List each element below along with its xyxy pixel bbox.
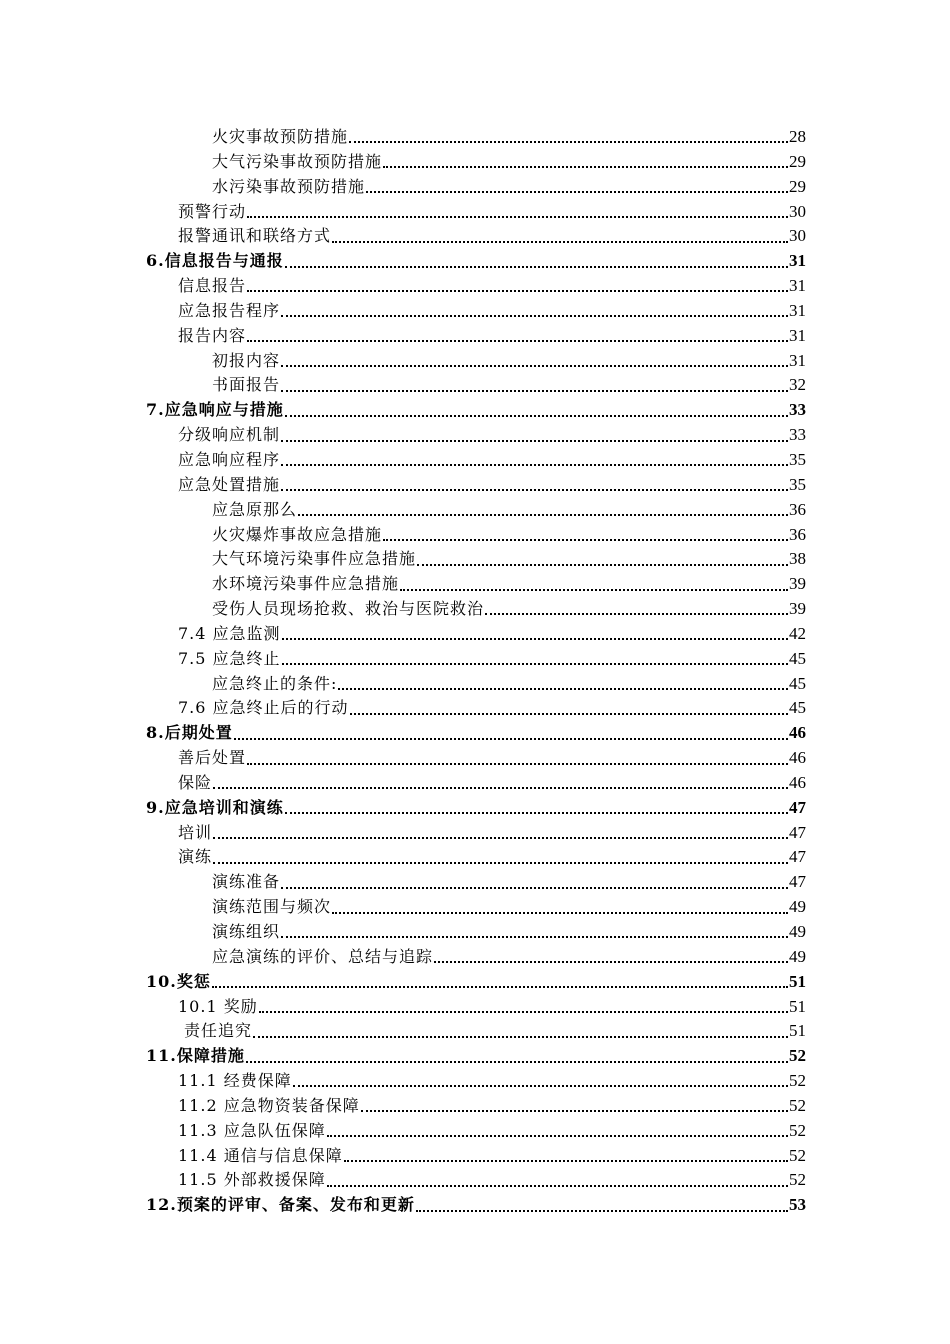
toc-entry[interactable] [146,125,806,150]
dot-leader [247,216,788,218]
toc-entry[interactable] [146,1168,806,1193]
toc-entry-page-number: 33 [789,425,806,445]
toc-entry-title: 善后处置 [178,748,247,768]
toc-entry[interactable] [146,970,806,995]
toc-entry-page-number: 28 [789,127,806,146]
dot-leader [281,365,788,367]
toc-entry-title: 信息报告 [178,276,247,296]
toc-entry-page-number: 36 [789,524,806,544]
toc-entry-title: 12.预案的评审、备案、发布和更新 [146,1195,415,1215]
toc-entry[interactable] [146,597,806,622]
toc-entry-page-number: 39 [789,574,806,594]
dot-leader [400,589,788,591]
toc-entry[interactable] [146,150,806,175]
toc-entry-page-number: 46 [789,748,806,768]
toc-entry-title: 应急演练的评价、总结与追踪 [212,946,434,966]
toc-entry-page-number: 30 [789,201,806,221]
toc-entry-page-number: 39 [789,599,806,619]
toc-entry-title: 9.应急培训和演练 [146,797,284,817]
toc-entry[interactable] [146,572,806,597]
toc-entry-page-number: 31 [789,325,806,345]
toc-entry[interactable] [146,1044,806,1069]
dot-leader [298,514,788,516]
toc-entry-title: 10.1 奖励 [178,996,258,1016]
dot-leader [281,315,788,317]
toc-entry-page-number: 49 [789,922,806,941]
dot-leader [417,564,788,566]
toc-entry[interactable] [146,845,806,870]
toc-entry-title: 责任追究 [184,1021,253,1041]
toc-entry-page-number: 45 [789,673,806,693]
dot-leader [285,812,788,814]
dot-leader [285,415,788,417]
toc-entry-page-number: 30 [789,226,806,246]
toc-entry-title: 火灾事故预防措施 [212,127,349,146]
toc-entry[interactable] [146,175,806,200]
toc-entry-page-number: 53 [789,1195,806,1215]
toc-entry-title: 报告内容 [178,325,247,345]
toc-entry-title: 11.保障措施 [146,1046,245,1066]
toc-entry[interactable] [146,1119,806,1144]
dot-leader [434,961,788,963]
toc-entry-page-number: 31 [789,300,806,320]
dot-leader [349,141,788,143]
toc-entry[interactable] [146,672,806,697]
toc-entry-title: 10.奖惩 [146,971,211,991]
toc-entry[interactable] [146,200,806,225]
toc-entry-page-number: 47 [789,797,806,817]
toc-entry[interactable] [146,1019,806,1044]
toc-entry[interactable] [146,622,806,647]
toc-entry-page-number: 38 [789,549,806,569]
toc-entry[interactable] [146,1193,806,1218]
toc-entry-title: 大气污染事故预防措施 [212,151,383,171]
dot-leader [259,1011,788,1013]
toc-entry-title: 11.5 外部救援保障 [178,1170,326,1190]
toc-entry-title: 11.4 通信与信息保障 [178,1145,343,1165]
toc-entry[interactable] [146,870,806,895]
toc-entry[interactable] [146,647,806,672]
toc-entry-title: 预警行动 [178,201,247,221]
toc-entry-page-number: 49 [789,946,806,966]
toc-entry-page-number: 42 [789,623,806,643]
dot-leader [332,241,788,243]
toc-entry[interactable] [146,696,806,721]
dot-leader [281,887,788,889]
toc-entry-page-number: 45 [789,698,806,718]
toc-entry[interactable] [146,821,806,846]
toc-entry-page-number: 45 [789,648,806,668]
toc-entry[interactable] [146,721,806,746]
toc-entry-title: 大气环境污染事件应急措施 [212,549,417,569]
toc-entry-title: 7.6 应急终止后的行动 [178,698,349,718]
toc-entry-page-number: 32 [789,375,806,395]
dot-leader [366,191,788,193]
toc-entry[interactable] [146,1069,806,1094]
toc-entry-title: 应急终止的条件: [212,673,338,693]
toc-entry-page-number: 29 [789,151,806,171]
dot-leader [281,464,788,466]
toc-entry-title: 7.应急响应与措施 [146,400,284,420]
dot-leader [281,390,788,392]
toc-entry-title: 11.1 经费保障 [178,1071,292,1091]
toc-entry[interactable] [146,349,806,374]
toc-entry-page-number: 29 [789,176,806,196]
toc-entry-title: 应急处置措施 [178,474,281,494]
toc-entry[interactable] [146,995,806,1020]
toc-entry-page-number: 35 [789,449,806,469]
toc-entry-title: 报警通讯和联络方式 [178,226,332,246]
toc-entry[interactable] [146,274,806,299]
toc-entry-title: 演练 [178,847,213,867]
toc-entry-title: 11.2 应急物资装备保障 [178,1095,360,1115]
toc-entry-page-number: 51 [789,971,806,991]
dot-leader [234,738,788,740]
toc-entry-title: 水环境污染事件应急措施 [212,574,400,594]
toc-entry[interactable] [146,224,806,249]
toc-entry-page-number: 52 [789,1046,806,1066]
toc-entry-page-number: 46 [789,772,806,792]
dot-leader [247,763,788,765]
toc-entry-title: 演练准备 [212,872,281,892]
dot-leader [332,912,788,914]
toc-entry-page-number: 51 [789,1021,806,1041]
toc-entry-title: 培训 [178,822,213,842]
toc-entry[interactable] [146,324,806,349]
toc-entry[interactable] [146,771,806,796]
toc-entry-page-number: 46 [789,723,806,743]
toc-entry[interactable] [146,945,806,970]
toc-entry[interactable] [146,547,806,572]
dot-leader [338,688,788,690]
dot-leader [212,986,788,988]
toc-entry-page-number: 52 [789,1170,806,1190]
toc-entry[interactable] [146,249,806,274]
dot-leader [253,1036,788,1038]
toc-entry-page-number: 33 [789,400,806,420]
toc-entry-page-number: 31 [789,251,806,271]
dot-leader [293,1085,788,1087]
toc-entry-page-number: 31 [789,276,806,296]
toc-entry-title: 应急响应程序 [178,449,281,469]
toc-entry-title: 8.后期处置 [146,723,233,743]
toc-entry[interactable] [146,373,806,398]
dot-leader [213,837,788,839]
dot-leader [282,663,788,665]
toc-entry-title: 应急原那么 [212,499,298,519]
toc-entry[interactable] [146,746,806,771]
toc-entry-page-number: 52 [789,1120,806,1140]
toc-entry-title: 分级响应机制 [178,425,281,445]
toc-entry[interactable] [146,920,806,945]
toc-entry[interactable] [146,299,806,324]
dot-leader [282,638,788,640]
dot-leader [327,1185,788,1187]
toc-entry-page-number: 49 [789,897,806,917]
toc-entry[interactable] [146,498,806,523]
toc-entry-title: 书面报告 [212,375,281,395]
dot-leader [383,166,788,168]
toc-entry-page-number: 31 [789,350,806,370]
toc-entry-title: 7.5 应急终止 [178,648,281,668]
dot-leader [383,539,788,541]
toc-entry[interactable] [146,1094,806,1119]
dot-leader [247,290,788,292]
dot-leader [361,1110,788,1112]
dot-leader [213,862,788,864]
toc-entry[interactable] [146,398,806,423]
toc-entry-title: 11.3 应急队伍保障 [178,1120,326,1140]
toc-entry-title: 演练范围与频次 [212,897,332,917]
dot-leader [281,936,788,938]
dot-leader [247,340,788,342]
dot-leader [416,1210,788,1212]
toc-entry-page-number: 47 [789,847,806,867]
toc-entry[interactable] [146,796,806,821]
toc-entry-title: 7.4 应急监测 [178,623,281,643]
dot-leader [285,266,788,268]
toc-entry-title: 6.信息报告与通报 [146,251,284,271]
dot-leader [281,489,788,491]
table-of-contents [146,125,806,1218]
toc-entry-page-number: 52 [789,1071,806,1091]
toc-entry[interactable] [146,423,806,448]
toc-entry[interactable] [146,523,806,548]
dot-leader [344,1160,788,1162]
toc-entry[interactable] [146,448,806,473]
dot-leader [246,1061,788,1063]
dot-leader [350,713,788,715]
toc-entry-title: 受伤人员现场抢救、救治与医院救治 [212,599,485,619]
toc-entry-page-number: 36 [789,499,806,519]
dot-leader [281,440,788,442]
toc-entry[interactable] [146,895,806,920]
toc-entry[interactable] [146,1144,806,1169]
toc-entry-title: 水污染事故预防措施 [212,176,366,196]
toc-entry-page-number: 52 [789,1095,806,1115]
dot-leader [213,787,788,789]
toc-entry-title: 演练组织 [212,922,281,941]
dot-leader [327,1135,788,1137]
toc-entry-page-number: 52 [789,1145,806,1165]
toc-entry-title: 初报内容 [212,350,281,370]
toc-entry-title: 火灾爆炸事故应急措施 [212,524,383,544]
toc-entry-page-number: 35 [789,474,806,494]
toc-entry-title: 应急报告程序 [178,300,281,320]
toc-entry-page-number: 47 [789,822,806,842]
toc-entry-page-number: 47 [789,872,806,892]
toc-entry-page-number: 51 [789,996,806,1016]
toc-entry[interactable] [146,473,806,498]
dot-leader [485,613,788,615]
toc-entry-title: 保险 [178,772,213,792]
